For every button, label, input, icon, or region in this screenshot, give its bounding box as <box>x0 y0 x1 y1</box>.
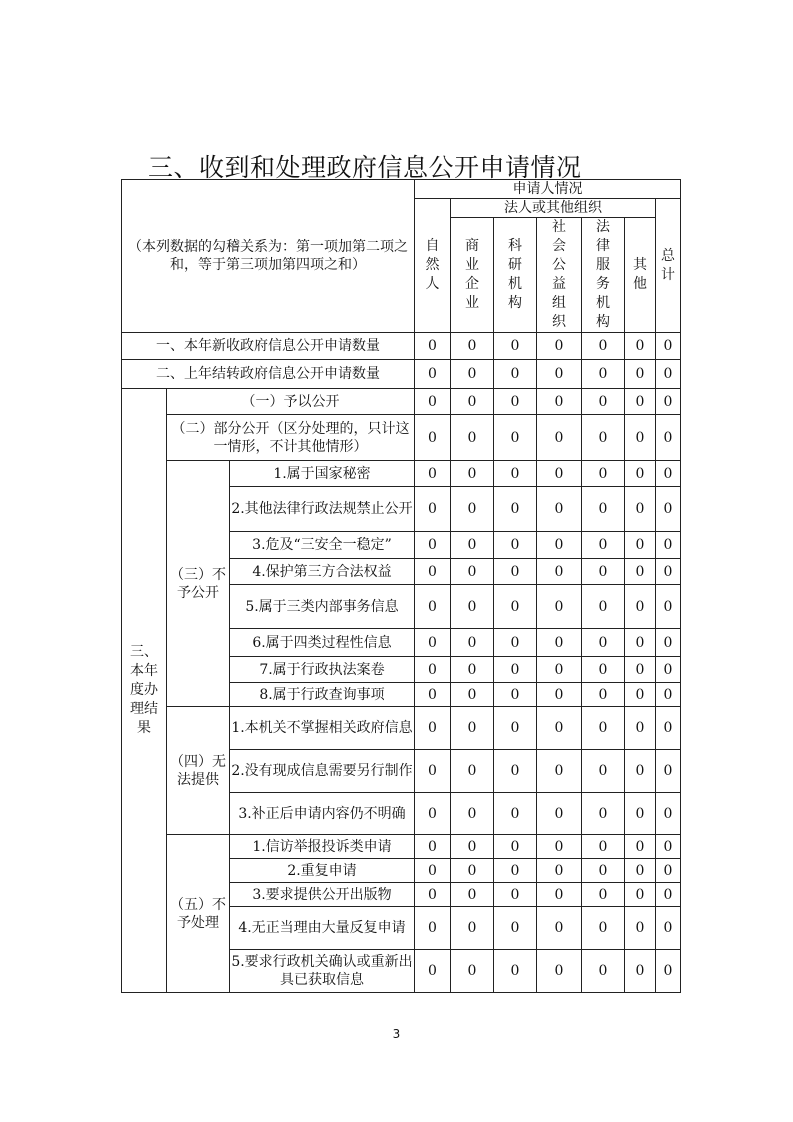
count-cell: 0 <box>451 532 494 559</box>
count-cell: 0 <box>494 333 537 360</box>
count-cell: 0 <box>494 389 537 415</box>
count-cell: 0 <box>537 907 582 950</box>
count-cell: 0 <box>415 415 451 461</box>
result-label: 三、本年度办理结果 <box>122 389 167 993</box>
group-label: （四）无法提供 <box>167 707 230 835</box>
count-cell: 0 <box>451 585 494 629</box>
count-cell: 0 <box>494 835 537 859</box>
count-cell: 0 <box>656 907 681 950</box>
row-label: （二）部分公开（区分处理的，只计这一情形，不计其他情形） <box>167 415 415 461</box>
header-row <box>122 180 681 199</box>
count-cell: 0 <box>415 859 451 883</box>
count-cell: 0 <box>537 559 582 585</box>
count-cell: 0 <box>582 793 625 835</box>
count-cell: 0 <box>625 907 656 950</box>
row-label: 6.属于四类过程性信息 <box>230 629 415 657</box>
count-cell: 0 <box>415 487 451 532</box>
count-cell: 0 <box>625 629 656 657</box>
table-row <box>122 389 681 415</box>
count-cell: 0 <box>537 793 582 835</box>
count-cell: 0 <box>656 859 681 883</box>
count-cell: 0 <box>537 883 582 907</box>
row-label: 5.属于三类内部事务信息 <box>230 585 415 629</box>
count-cell: 0 <box>494 532 537 559</box>
count-cell: 0 <box>582 487 625 532</box>
count-cell: 0 <box>451 859 494 883</box>
count-cell: 0 <box>415 559 451 585</box>
count-cell: 0 <box>625 532 656 559</box>
count-cell: 0 <box>537 950 582 993</box>
count-cell: 0 <box>415 835 451 859</box>
count-cell: 0 <box>537 585 582 629</box>
count-cell: 0 <box>415 750 451 793</box>
count-cell: 0 <box>537 415 582 461</box>
col-header: 总计 <box>656 199 681 333</box>
count-cell: 0 <box>415 883 451 907</box>
group-label: （五）不予处理 <box>167 835 230 993</box>
count-cell: 0 <box>582 683 625 707</box>
count-cell: 0 <box>451 333 494 360</box>
count-cell: 0 <box>537 657 582 683</box>
count-cell: 0 <box>656 487 681 532</box>
count-cell: 0 <box>656 950 681 993</box>
count-cell: 0 <box>625 657 656 683</box>
row-label: 8.属于行政查询事项 <box>230 683 415 707</box>
row-label: 3.补正后申请内容仍不明确 <box>230 793 415 835</box>
row-label: 3.要求提供公开出版物 <box>230 883 415 907</box>
table-note: （本列数据的勾稽关系为：第一项加第二项之和，等于第三项加第四项之和） <box>122 180 415 333</box>
count-cell: 0 <box>537 750 582 793</box>
row-label: 4.无正当理由大量反复申请 <box>230 907 415 950</box>
count-cell: 0 <box>537 333 582 360</box>
count-cell: 0 <box>656 415 681 461</box>
table-row <box>122 461 681 487</box>
count-cell: 0 <box>656 360 681 389</box>
count-cell: 0 <box>451 835 494 859</box>
count-cell: 0 <box>537 389 582 415</box>
count-cell: 0 <box>625 683 656 707</box>
count-cell: 0 <box>451 629 494 657</box>
table-row <box>122 835 681 859</box>
count-cell: 0 <box>494 629 537 657</box>
count-cell: 0 <box>415 532 451 559</box>
count-cell: 0 <box>537 835 582 859</box>
row-label: 二、上年结转政府信息公开申请数量 <box>122 360 415 389</box>
count-cell: 0 <box>582 657 625 683</box>
count-cell: 0 <box>582 707 625 750</box>
count-cell: 0 <box>656 793 681 835</box>
count-cell: 0 <box>582 883 625 907</box>
count-cell: 0 <box>625 389 656 415</box>
count-cell: 0 <box>537 859 582 883</box>
count-cell: 0 <box>415 657 451 683</box>
count-cell: 0 <box>625 793 656 835</box>
count-cell: 0 <box>656 657 681 683</box>
count-cell: 0 <box>537 683 582 707</box>
section-title: 三、收到和处理政府信息公开申请情况 <box>148 153 582 182</box>
count-cell: 0 <box>415 585 451 629</box>
count-cell: 0 <box>415 683 451 707</box>
count-cell: 0 <box>451 883 494 907</box>
count-cell: 0 <box>415 707 451 750</box>
col-header: 科研机构 <box>494 218 537 333</box>
count-cell: 0 <box>625 883 656 907</box>
count-cell: 0 <box>582 859 625 883</box>
row-label: （一）予以公开 <box>167 389 415 415</box>
count-cell: 0 <box>494 461 537 487</box>
count-cell: 0 <box>537 629 582 657</box>
count-cell: 0 <box>582 415 625 461</box>
count-cell: 0 <box>415 950 451 993</box>
page-number: 3 <box>392 1027 401 1041</box>
count-cell: 0 <box>582 585 625 629</box>
count-cell: 0 <box>451 707 494 750</box>
count-cell: 0 <box>625 859 656 883</box>
count-cell: 0 <box>656 585 681 629</box>
count-cell: 0 <box>625 585 656 629</box>
count-cell: 0 <box>451 559 494 585</box>
count-cell: 0 <box>451 657 494 683</box>
count-cell: 0 <box>494 859 537 883</box>
count-cell: 0 <box>415 461 451 487</box>
count-cell: 0 <box>656 461 681 487</box>
group-label: （三）不予公开 <box>167 461 230 707</box>
row-label: 7.属于行政执法案卷 <box>230 657 415 683</box>
count-cell: 0 <box>494 907 537 950</box>
count-cell: 0 <box>451 415 494 461</box>
count-cell: 0 <box>625 950 656 993</box>
col-header: 法律服务机构 <box>582 218 625 333</box>
table-row <box>122 360 681 389</box>
count-cell: 0 <box>582 950 625 993</box>
count-cell: 0 <box>656 629 681 657</box>
count-cell: 0 <box>625 487 656 532</box>
col-header: 其他 <box>625 218 656 333</box>
row-label: 一、本年新收政府信息公开申请数量 <box>122 333 415 360</box>
count-cell: 0 <box>625 835 656 859</box>
row-label: 1.属于国家秘密 <box>230 461 415 487</box>
count-cell: 0 <box>451 389 494 415</box>
row-label: 2.其他法律行政法规禁止公开 <box>230 487 415 532</box>
count-cell: 0 <box>582 389 625 415</box>
count-cell: 0 <box>451 793 494 835</box>
count-cell: 0 <box>656 707 681 750</box>
application-stats-table <box>121 179 681 993</box>
count-cell: 0 <box>656 883 681 907</box>
col-header: 社会公益组织 <box>537 218 582 333</box>
count-cell: 0 <box>656 389 681 415</box>
count-cell: 0 <box>494 950 537 993</box>
count-cell: 0 <box>415 629 451 657</box>
count-cell: 0 <box>494 415 537 461</box>
header-legal-group: 法人或其他组织 <box>451 199 656 218</box>
count-cell: 0 <box>494 883 537 907</box>
count-cell: 0 <box>494 360 537 389</box>
table-row <box>122 707 681 750</box>
count-cell: 0 <box>494 707 537 750</box>
count-cell: 0 <box>415 389 451 415</box>
count-cell: 0 <box>451 907 494 950</box>
count-cell: 0 <box>494 559 537 585</box>
row-label: 4.保护第三方合法权益 <box>230 559 415 585</box>
count-cell: 0 <box>582 559 625 585</box>
count-cell: 0 <box>415 333 451 360</box>
count-cell: 0 <box>537 707 582 750</box>
count-cell: 0 <box>582 750 625 793</box>
count-cell: 0 <box>625 750 656 793</box>
count-cell: 0 <box>451 750 494 793</box>
count-cell: 0 <box>625 559 656 585</box>
count-cell: 0 <box>494 487 537 532</box>
row-label: 5.要求行政机关确认或重新出具已获取信息 <box>230 950 415 993</box>
row-label: 1.信访举报投诉类申请 <box>230 835 415 859</box>
row-label: 2.重复申请 <box>230 859 415 883</box>
count-cell: 0 <box>494 750 537 793</box>
header-applicant: 申请人情况 <box>415 180 681 199</box>
row-label: 3.危及“三安全一稳定” <box>230 532 415 559</box>
count-cell: 0 <box>415 793 451 835</box>
count-cell: 0 <box>451 950 494 993</box>
row-label: 1.本机关不掌握相关政府信息 <box>230 707 415 750</box>
count-cell: 0 <box>656 532 681 559</box>
count-cell: 0 <box>494 585 537 629</box>
count-cell: 0 <box>582 907 625 950</box>
count-cell: 0 <box>451 360 494 389</box>
col-header: 自然人 <box>415 199 451 333</box>
col-header: 商业企业 <box>451 218 494 333</box>
count-cell: 0 <box>656 559 681 585</box>
count-cell: 0 <box>582 532 625 559</box>
count-cell: 0 <box>451 487 494 532</box>
count-cell: 0 <box>625 461 656 487</box>
count-cell: 0 <box>537 461 582 487</box>
count-cell: 0 <box>656 333 681 360</box>
count-cell: 0 <box>494 657 537 683</box>
count-cell: 0 <box>537 360 582 389</box>
count-cell: 0 <box>656 750 681 793</box>
count-cell: 0 <box>625 360 656 389</box>
count-cell: 0 <box>537 487 582 532</box>
count-cell: 0 <box>625 333 656 360</box>
count-cell: 0 <box>656 835 681 859</box>
count-cell: 0 <box>415 360 451 389</box>
count-cell: 0 <box>537 532 582 559</box>
count-cell: 0 <box>494 683 537 707</box>
count-cell: 0 <box>582 629 625 657</box>
count-cell: 0 <box>582 360 625 389</box>
count-cell: 0 <box>582 835 625 859</box>
count-cell: 0 <box>415 907 451 950</box>
count-cell: 0 <box>451 683 494 707</box>
table-row <box>122 333 681 360</box>
row-label: 2.没有现成信息需要另行制作 <box>230 750 415 793</box>
count-cell: 0 <box>494 793 537 835</box>
count-cell: 0 <box>451 461 494 487</box>
count-cell: 0 <box>582 333 625 360</box>
table-row <box>122 415 681 461</box>
count-cell: 0 <box>582 461 625 487</box>
count-cell: 0 <box>656 683 681 707</box>
count-cell: 0 <box>625 415 656 461</box>
count-cell: 0 <box>625 707 656 750</box>
